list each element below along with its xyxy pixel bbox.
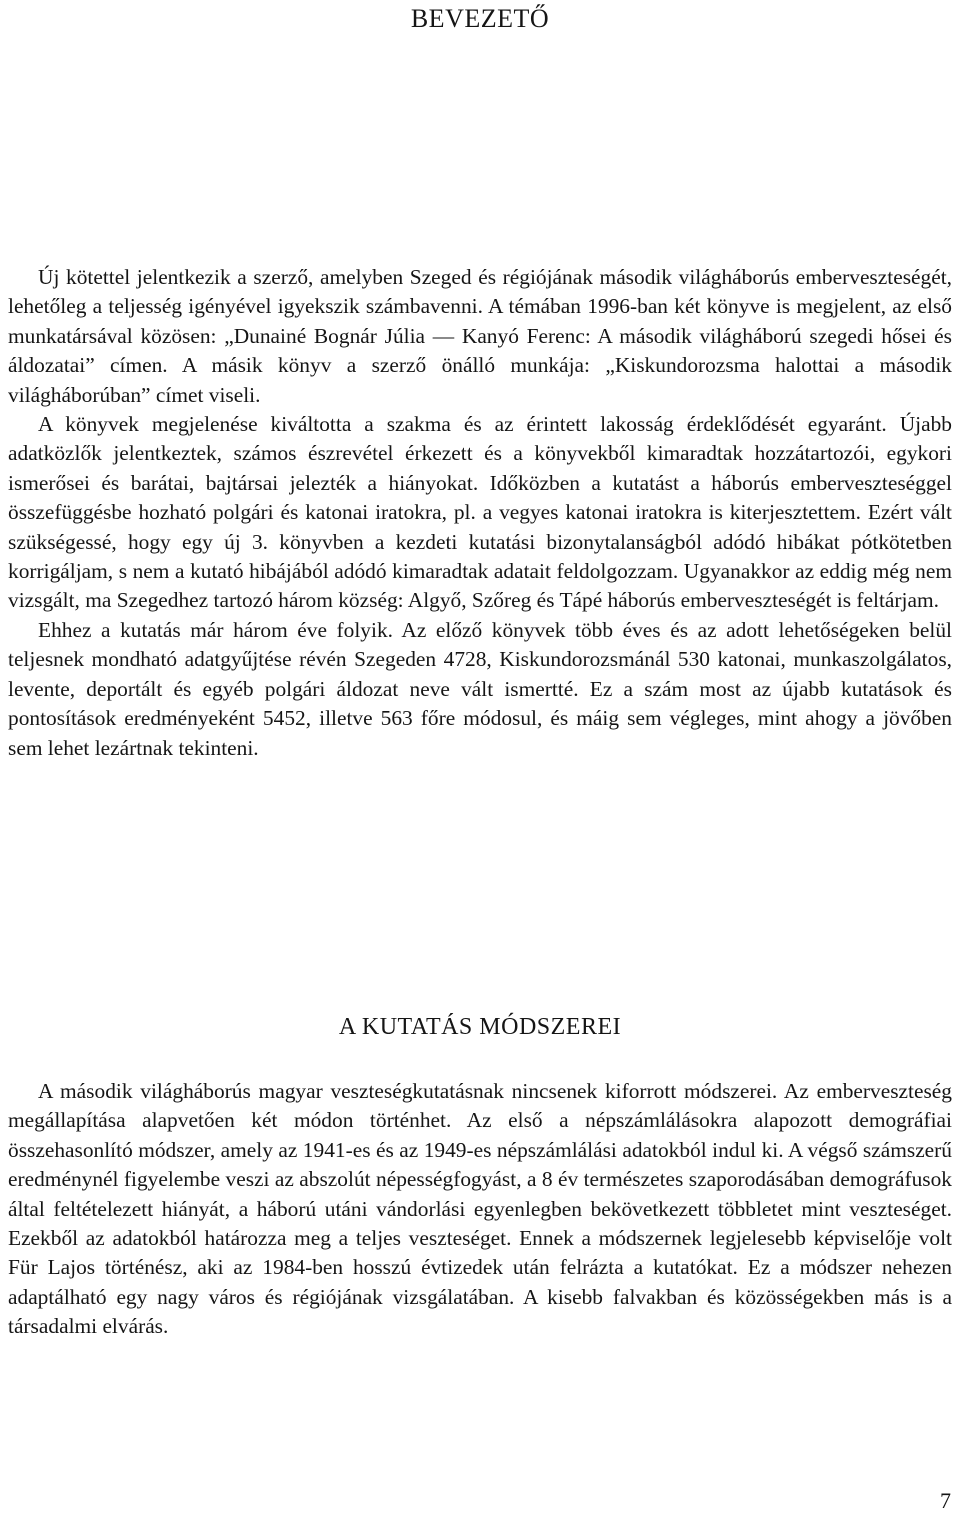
intro-paragraph-2: A könyvek megjelenése kiváltotta a szakma és az érintett lakosság érdeklődését egyaránt. Újabb adatközlők jelentkeztek, számos észrevétel érkezett és a könyvekből kimaradtak hozzátartozói, egykori ismerősei és barátai, bajtársai jelezték a hiányokat. Időközben a kutatást a háborús emberveszteséggel összefüggésbe hozható polgári és katonai iratokra, pl. a vegyes katonai iratokra is kiterjesztettem. Ezért vált szükségessé, hogy egy új 3. könyvben a kezdeti kutatási bizonytalanságból adódó hibákat pótkötetben korrigáljam, s nem a kutató hibájából adódó kimaradtak adatait feldolgozzam. Ugyanakkor az eddig még nem vizsgált, ma Szegedhez tartozó három község: Algyő, Szőreg és Tápé háborús emberveszteségét is feltárjam.	[8, 412, 952, 613]
page-title: BEVEZETŐ	[410, 4, 550, 33]
page-number: 7	[940, 1488, 951, 1513]
intro-section	[8, 263, 952, 763]
intro-paragraph-3: Ehhez a kutatás már három éve folyik. Az előző könyvek több éves és az adott lehetőségeken belül teljesnek mondható adatgyűjtése révén Szegeden 4728, Kiskundorozsmánál 530 katonai, munkaszolgálatos, levente, deportált és egyéb polgári áldozat neve vált ismertté. Ez a szám most az újabb kutatások és pontosítások eredményeként 5452, illetve 563 főre módosul, és máig sem végleges, mint ahogy a jövőben sem lehet lezártnak tekinteni.	[8, 617, 952, 760]
methods-paragraph-1: A második világháborús magyar veszteségkutatásnak nincsenek kiforrott módszerei. Az emberveszteség megállapítása alapvetően két módon történhet. Az első a népszámlálásokra alapozott demográfiai összehasonlító módszer, amely az 1941-es és az 1949-es népszámlálási adatokból indul ki. A végső számszerű eredménynél figyelembe veszi az abszolút népességfogyást, a 8 év természetes szaporodásában demográfusok által feltételezett hiányát, a háború utáni vándorlási egyenlegben bekövetkezett többletet mint veszteséget. Ezekből az adatokból határozza meg a teljes veszteséget. Ennek a módszernek legjelesebb képviselője volt Für Lajos történész, aki az 1984-ben hosszú évtizedek után felrázta a kutatókat. Ez a módszer nehezen adaptálható egy nagy város és régiójának vizsgálatában. A kisebb falvakban és közösségekben más is a társadalmi elvárás.	[8, 1079, 952, 1339]
intro-paragraph-1: Új kötettel jelentkezik a szerző, amelyben Szeged és régiójának második világháborús emberveszteségét, lehetőleg a teljesség igényével igyekszik számbavenni. A témában 1996-ban két könyve is megjelent, az első munkatársával közösen: „Dunainé Bognár Júlia — Kanyó Ferenc: A második világháború szegedi hősei és áldozatai” címen. A másik könyv a szerző önálló munkája: „Kiskundorozsma halottai a második világháborúban” címet viseli.	[8, 265, 952, 407]
methods-section	[8, 1077, 952, 1342]
section-heading-methods: A KUTATÁS MÓDSZEREI	[338, 1014, 622, 1040]
